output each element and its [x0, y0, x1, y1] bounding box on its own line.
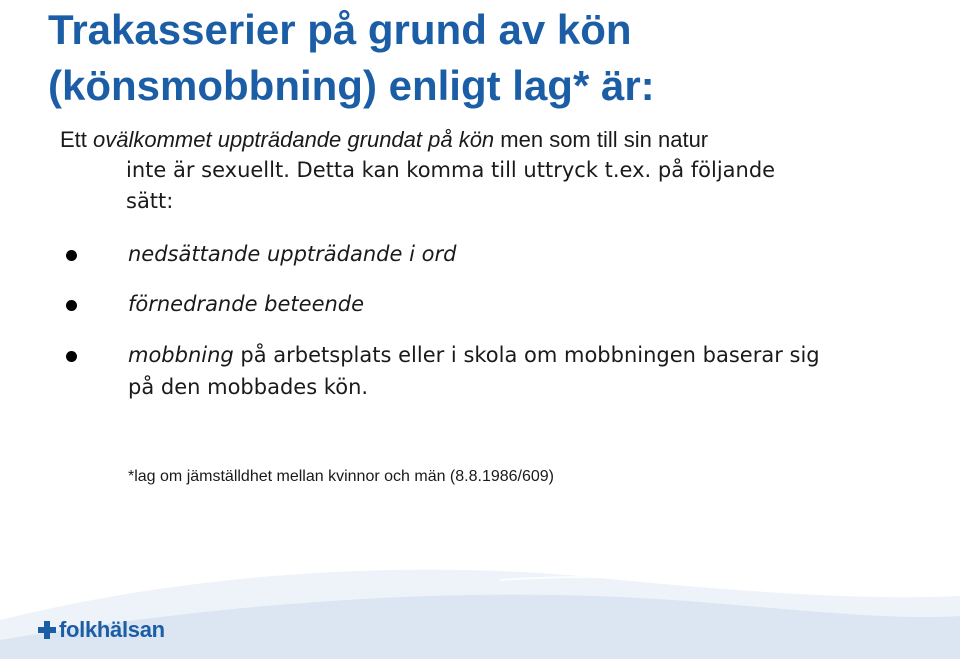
logo-text: folkhälsan — [59, 617, 165, 642]
bullet-item-3 — [128, 339, 928, 403]
bullet-dot-icon — [66, 300, 77, 311]
title-line-1: Trakasserier på grund av kön — [48, 6, 632, 53]
decorative-wave — [0, 560, 960, 659]
intro-italic-phrase: ovälkommet uppträdande grundat på kön — [93, 127, 495, 152]
slide-title — [48, 2, 948, 114]
intro-line-2: inte är sexuellt. Detta kan komma till uttryck t.ex. på följande — [126, 158, 776, 182]
cross-logo-icon — [38, 621, 56, 639]
intro-paragraph — [60, 124, 920, 217]
bullet-3-line-2: på den mobbades kön. — [128, 375, 369, 399]
title-line-2: (könsmobbning) enligt lag* är: — [48, 62, 655, 109]
intro-word-ett: Ett — [60, 127, 94, 152]
bullet-item-1 — [128, 238, 928, 270]
bullet-dot-icon — [66, 250, 77, 261]
bullet-item-2 — [128, 288, 928, 320]
bullet-dot-icon — [66, 351, 77, 362]
intro-rest-line-1: men som till sin natur — [494, 127, 709, 152]
law-footnote: *lag om jämställdhet mellan kvinnor och män (8.8.1986/609) — [128, 468, 555, 485]
folkhalsan-logo — [38, 617, 165, 643]
bullet-3-italic: mobbning — [128, 343, 234, 367]
intro-line-3: sätt: — [126, 189, 174, 213]
bullet-1-italic: nedsättande uppträdande i ord — [128, 242, 457, 266]
intro-line-1 — [60, 124, 920, 155]
bullet-3-rest: på arbetsplats eller i skola om mobbningen baserar sig — [233, 343, 820, 367]
bullet-2-italic: förnedrande beteende — [128, 292, 365, 316]
